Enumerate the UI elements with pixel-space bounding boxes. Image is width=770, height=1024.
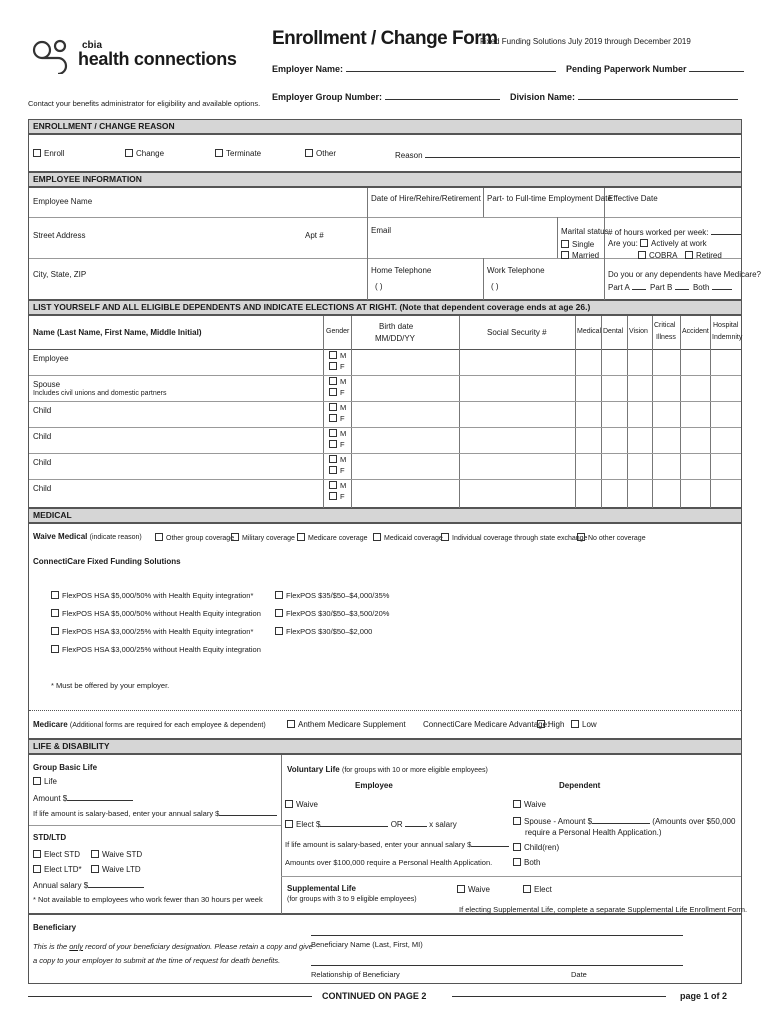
- dependent-row-label: Child: [33, 458, 52, 467]
- pending-paperwork-row: [566, 62, 744, 74]
- std-ltd-title: STD/LTD: [33, 833, 67, 842]
- gender-female-label: F: [340, 440, 345, 449]
- employee-name-label: Employee Name: [33, 197, 93, 206]
- employer-name-row: [272, 62, 556, 74]
- col-dental: Dental: [603, 328, 624, 335]
- waive-opt-medicaid[interactable]: [373, 533, 443, 542]
- waive-ltd-option[interactable]: [91, 865, 141, 874]
- medicare-coverage-checkbox[interactable]: [297, 533, 305, 541]
- amount-label: Amount $: [33, 794, 68, 803]
- spouse-note-2: require a Personal Health Application.): [525, 828, 662, 837]
- individual-label: Individual coverage through state exchange: [452, 535, 588, 542]
- beneficiary-note-1: [33, 942, 313, 951]
- gender-male-option[interactable]: [329, 351, 346, 360]
- supp-elect-checkbox[interactable]: [523, 885, 531, 893]
- retired-label: Retired: [696, 251, 722, 260]
- vol-elect-row: [285, 819, 457, 829]
- voluntary-row: [287, 765, 488, 774]
- medical-footnote: * Must be offered by your employer.: [51, 681, 170, 690]
- gender-male-label: M: [340, 351, 347, 360]
- medical-section-header: MEDICAL: [28, 508, 742, 523]
- gender-male-checkbox[interactable]: [329, 377, 337, 385]
- gender-male-checkbox[interactable]: [329, 403, 337, 411]
- vol-waive-label: Waive: [296, 800, 318, 809]
- medicare-question: Do you or any dependents have Medicare?: [608, 270, 761, 279]
- col-critical: Critical: [654, 322, 676, 329]
- salary-input[interactable]: [219, 808, 277, 816]
- supplemental-note: (for groups with 3 to 9 eligible employees): [287, 896, 417, 903]
- city-label: City, State, ZIP: [33, 270, 87, 279]
- hire-date-label: Date of Hire/Rehire/Retirement: [371, 194, 481, 203]
- amount-row: [33, 793, 133, 803]
- vol-elect-checkbox[interactable]: [285, 820, 293, 828]
- beneficiary-title: Beneficiary: [33, 923, 77, 932]
- logo-icon: [28, 36, 72, 74]
- plan-label: FlexPOS HSA $5,000/50% without Health Equity integration: [62, 609, 261, 618]
- both-input[interactable]: [712, 282, 732, 290]
- waive-medical-row: [33, 532, 142, 541]
- annual-salary-row: [33, 880, 144, 890]
- form-title: Enrollment / Change Form: [272, 28, 498, 49]
- gender-male-label: M: [340, 455, 347, 464]
- ben-note-post: record of your beneficiary designation. Please retain a copy and give: [83, 942, 313, 951]
- plan-option[interactable]: [51, 609, 261, 618]
- plan-checkbox[interactable]: [275, 591, 283, 599]
- plan-checkbox[interactable]: [51, 627, 59, 635]
- vol-waive-checkbox[interactable]: [285, 800, 293, 808]
- plan-label: FlexPOS HSA $3,000/25% without Health Equity integration: [62, 645, 261, 654]
- supp-waive-checkbox[interactable]: [457, 885, 465, 893]
- gender-male-option[interactable]: [329, 377, 346, 386]
- medicare-row: [33, 720, 266, 729]
- vol-salary-input[interactable]: [471, 839, 509, 847]
- supp-waive-label: Waive: [468, 885, 490, 894]
- vol-elect-label: Elect $: [296, 820, 321, 829]
- advantage-label: ConnectiCare Medicare Advantage:: [423, 720, 550, 729]
- part-b-input[interactable]: [675, 282, 689, 290]
- gender-female-label: F: [340, 388, 345, 397]
- reason-terminate[interactable]: [215, 149, 261, 158]
- other-checkbox[interactable]: [305, 149, 313, 157]
- dependent-row-label: Spouse: [33, 380, 61, 389]
- beneficiary-note-2: a copy to your employer to submit at the time of request for death benefits.: [33, 956, 281, 965]
- elect-ltd-option[interactable]: [33, 865, 82, 874]
- vol-xsalary-input[interactable]: [405, 819, 427, 827]
- anthem-label: Anthem Medicare Supplement: [298, 720, 406, 729]
- plan-checkbox[interactable]: [275, 609, 283, 617]
- spouse-note-1: (Amounts over $50,000: [652, 817, 736, 826]
- ben-note-only: only: [69, 942, 84, 951]
- col-medical: Medical: [577, 328, 602, 335]
- pending-paperwork-input[interactable]: [689, 62, 744, 72]
- hours-label: # of hours worked per week:: [608, 228, 709, 237]
- waive-ltd-label: Waive LTD: [102, 865, 141, 874]
- ben-relationship-label: Relationship of Beneficiary: [311, 970, 400, 979]
- col-birth: Birth date: [379, 322, 414, 331]
- military-label: Military coverage: [242, 535, 295, 542]
- division-name-input[interactable]: [578, 90, 738, 100]
- medicare-parts-row: [608, 282, 732, 292]
- medicare-label: Medicare: [33, 720, 68, 729]
- vol-amount-note: Amounts over $100,000 require a Personal Health Application.: [285, 858, 493, 867]
- salary-note: If life amount is salary-based, enter your annual salary $: [33, 809, 220, 818]
- waive-opt-military[interactable]: [231, 533, 295, 542]
- dependent-row-label: Child: [33, 432, 52, 441]
- gender-female-label: F: [340, 492, 345, 501]
- logo-small-text: cbia: [82, 40, 103, 51]
- other-group-checkbox[interactable]: [155, 533, 163, 541]
- spouse-checkbox[interactable]: [513, 817, 521, 825]
- life-label: Life: [44, 777, 57, 786]
- gender-female-checkbox[interactable]: [329, 466, 337, 474]
- plan-option[interactable]: [51, 591, 253, 600]
- plan-option[interactable]: [275, 609, 389, 618]
- plan-option[interactable]: [51, 627, 253, 636]
- gender-male-label: M: [340, 481, 347, 490]
- waive-std-label: Waive STD: [102, 850, 143, 859]
- terminate-checkbox[interactable]: [215, 149, 223, 157]
- life-option[interactable]: [33, 777, 57, 786]
- gender-female-checkbox[interactable]: [329, 440, 337, 448]
- military-checkbox[interactable]: [231, 533, 239, 541]
- footer-line-left: [28, 996, 312, 997]
- marital-status-label: Marital status: [561, 227, 609, 236]
- elect-std-checkbox[interactable]: [33, 850, 41, 858]
- other-label: Other: [316, 149, 337, 158]
- logo: [28, 36, 243, 76]
- reason-label: Reason: [395, 151, 423, 160]
- col-hospital: Hospital: [713, 322, 739, 329]
- no-other-checkbox[interactable]: [577, 533, 585, 541]
- waive-medical-label: Waive Medical: [33, 532, 88, 541]
- waive-ltd-checkbox[interactable]: [91, 865, 99, 873]
- gender-female-option[interactable]: [329, 466, 345, 475]
- pending-paperwork-label: Pending Paperwork Number: [566, 64, 687, 74]
- employee-section: [28, 187, 761, 300]
- single-checkbox[interactable]: [561, 240, 569, 248]
- gender-female-checkbox[interactable]: [329, 362, 337, 370]
- single-option[interactable]: [561, 240, 594, 249]
- spouse-amount-label: Spouse - Amount $: [524, 817, 593, 826]
- waive-opt-medicare[interactable]: [297, 533, 368, 542]
- ltd-note: * Not available to employees who work fewer than 30 hours per week: [33, 895, 263, 904]
- col-ssn: Social Security #: [487, 328, 547, 337]
- ben-note-pre: This is the: [33, 942, 70, 951]
- anthem-checkbox[interactable]: [287, 720, 295, 728]
- no-other-label: No other coverage: [588, 535, 646, 542]
- plan-checkbox[interactable]: [51, 609, 59, 617]
- employer-group-row: [272, 90, 500, 102]
- low-option[interactable]: [571, 720, 597, 729]
- gender-male-label: M: [340, 403, 347, 412]
- employer-group-label: Employer Group Number:: [272, 92, 383, 102]
- effective-date-label: Effective Date: [608, 194, 658, 203]
- employer-name-label: Employer Name:: [272, 64, 344, 74]
- other-group-label: Other group coverage: [166, 535, 235, 542]
- both-label: Both: [692, 283, 710, 292]
- indicate-reason: (indicate reason): [89, 534, 142, 541]
- supp-elect-label: Elect: [534, 885, 552, 894]
- continued-label: CONTINUED ON PAGE 2: [322, 991, 427, 1001]
- gender-female-checkbox[interactable]: [329, 414, 337, 422]
- cobra-checkbox[interactable]: [638, 251, 646, 259]
- form-subtitle: Fixed Funding Solutions July 2019 through December 2019: [480, 37, 691, 46]
- vol-or-label: OR: [390, 820, 403, 829]
- dependent-row-label: Employee: [33, 354, 69, 363]
- gender-male-checkbox[interactable]: [329, 429, 337, 437]
- supp-waive-option[interactable]: [457, 885, 490, 894]
- low-label: Low: [582, 720, 597, 729]
- gender-female-checkbox[interactable]: [329, 492, 337, 500]
- change-checkbox[interactable]: [125, 149, 133, 157]
- work-tel-label: Work Telephone: [487, 266, 545, 275]
- ben-name-label: Beneficiary Name (Last, First, MI): [311, 940, 423, 949]
- gender-male-checkbox[interactable]: [329, 351, 337, 359]
- single-label: Single: [572, 240, 595, 249]
- actively-checkbox[interactable]: [640, 239, 648, 247]
- contact-note: Contact your benefits administrator for eligibility and available options.: [28, 99, 261, 108]
- dependent-row-sublabel: Includes civil unions and domestic partners: [33, 390, 167, 397]
- reason-section-header: ENROLLMENT / CHANGE REASON: [28, 119, 742, 134]
- plan-label: FlexPOS HSA $5,000/50% with Health Equity integration*: [62, 591, 254, 600]
- vol-waive-option[interactable]: [285, 800, 318, 809]
- waive-std-checkbox[interactable]: [91, 850, 99, 858]
- annual-salary-input[interactable]: [88, 880, 144, 888]
- supp-form-note: If electing Supplemental Life, complete a separate Supplemental Life Enrollment Form.: [459, 905, 748, 914]
- plan-label: FlexPOS $30/$50–$3,500/20%: [286, 609, 390, 618]
- gender-female-option[interactable]: [329, 440, 345, 449]
- part-b-label: Part B: [650, 283, 673, 292]
- gender-female-option[interactable]: [329, 388, 345, 397]
- vol-dependent-heading: Dependent: [559, 781, 601, 790]
- gender-male-option[interactable]: [329, 481, 346, 490]
- work-tel-paren[interactable]: ( ): [491, 282, 499, 291]
- gender-female-checkbox[interactable]: [329, 388, 337, 396]
- col-accident: Accident: [682, 328, 709, 335]
- are-you-label: Are you:: [608, 239, 638, 248]
- married-checkbox[interactable]: [561, 251, 569, 259]
- plan-option[interactable]: [275, 591, 389, 600]
- supp-elect-option[interactable]: [523, 885, 552, 894]
- dependents-table: [28, 315, 742, 508]
- street-label: Street Address: [33, 231, 86, 240]
- plan-checkbox[interactable]: [275, 627, 283, 635]
- ben-name-line[interactable]: [311, 935, 683, 936]
- spouse-amount-input[interactable]: [592, 816, 650, 824]
- col-gender: Gender: [326, 328, 350, 335]
- plan-label: FlexPOS HSA $3,000/25% with Health Equity integration*: [62, 627, 254, 636]
- waive-opt-individual[interactable]: [441, 533, 587, 542]
- amount-input[interactable]: [67, 793, 133, 801]
- gender-male-label: M: [340, 429, 347, 438]
- both-checkbox[interactable]: [513, 858, 521, 866]
- elect-ltd-label: Elect LTD*: [44, 865, 82, 874]
- gender-male-checkbox[interactable]: [329, 455, 337, 463]
- dependent-row-label: Child: [33, 484, 52, 493]
- married-label: Married: [572, 251, 600, 260]
- salary-row: [33, 808, 277, 818]
- gender-female-label: F: [340, 362, 345, 371]
- medicare-note: (Additional forms are required for each employee & dependent): [69, 722, 266, 729]
- home-tel-label: Home Telephone: [371, 266, 432, 275]
- group-basic-life-title: Group Basic Life: [33, 763, 98, 772]
- medicaid-checkbox[interactable]: [373, 533, 381, 541]
- annual-salary-label: Annual salary $: [33, 881, 89, 890]
- home-tel-paren[interactable]: ( ): [375, 282, 383, 291]
- dep-waive-label: Waive: [524, 800, 546, 809]
- vol-xsalary-label: x salary: [429, 820, 457, 829]
- are-you-row: [608, 239, 707, 248]
- plan-option[interactable]: [275, 627, 372, 636]
- individual-checkbox[interactable]: [441, 533, 449, 541]
- hours-input[interactable]: [711, 227, 741, 235]
- spouse-amount-row: [513, 816, 735, 826]
- pt-ft-label: Part- to Full-time Employment Date: [487, 194, 612, 203]
- voluntary-note: (for groups with 10 or more eligible employees): [341, 767, 488, 774]
- col-birth-format: MM/DD/YY: [375, 334, 415, 343]
- elect-std-option[interactable]: [33, 850, 80, 859]
- division-name-label: Division Name:: [510, 92, 576, 102]
- elect-std-label: Elect STD: [44, 850, 81, 859]
- plan-label: FlexPOS $30/$50–$2,000: [286, 627, 373, 636]
- page-number: page 1 of 2: [680, 991, 728, 1001]
- gender-female-option[interactable]: [329, 362, 345, 371]
- gender-male-checkbox[interactable]: [329, 481, 337, 489]
- vol-elect-input[interactable]: [320, 819, 388, 827]
- ben-relationship-line[interactable]: [311, 965, 683, 966]
- voluntary-title: Voluntary Life: [287, 765, 340, 774]
- change-label: Change: [136, 149, 165, 158]
- employer-name-input[interactable]: [346, 62, 556, 72]
- enroll-label: Enroll: [44, 149, 65, 158]
- email-label: Email: [371, 226, 392, 235]
- reason-section: [28, 134, 742, 172]
- col-illness: Illness: [656, 334, 676, 341]
- beneficiary-section: [28, 914, 742, 984]
- part-a-input[interactable]: [632, 282, 646, 290]
- reason-enroll[interactable]: [33, 149, 64, 158]
- anthem-option[interactable]: [287, 720, 406, 729]
- enroll-checkbox[interactable]: [33, 149, 41, 157]
- retired-option[interactable]: [685, 251, 722, 260]
- gender-female-option[interactable]: [329, 492, 345, 501]
- waive-opt-other-group[interactable]: [155, 533, 234, 542]
- life-section-header: LIFE & DISABILITY: [28, 739, 742, 754]
- married-option[interactable]: [561, 251, 599, 260]
- footer-line-right: [452, 996, 666, 997]
- dependents-section-header: LIST YOURSELF AND ALL ELIGIBLE DEPENDENTS AND INDICATE ELECTIONS AT RIGHT. (Note that dependent coverage ends at age 26.): [28, 300, 742, 315]
- reason-other[interactable]: [305, 149, 336, 158]
- part-a-label: Part A: [608, 283, 630, 292]
- children-option[interactable]: [513, 843, 559, 852]
- dependent-row-label: Child: [33, 406, 52, 415]
- gender-female-label: F: [340, 466, 345, 475]
- hours-row: [608, 227, 741, 237]
- plan-option[interactable]: [51, 645, 261, 654]
- employee-section-header: EMPLOYEE INFORMATION: [28, 172, 742, 187]
- vol-employee-heading: Employee: [355, 781, 393, 790]
- gender-male-option[interactable]: [329, 403, 346, 412]
- waive-opt-none[interactable]: [577, 533, 646, 542]
- connecticare-heading: ConnectiCare Fixed Funding Solutions: [33, 557, 181, 566]
- elect-ltd-checkbox[interactable]: [33, 865, 41, 873]
- cobra-label: COBRA: [649, 251, 678, 260]
- reason-text-row: [395, 149, 740, 160]
- employer-group-input[interactable]: [385, 90, 500, 100]
- cobra-option[interactable]: [638, 251, 677, 260]
- medicare-coverage-label: Medicare coverage: [308, 535, 368, 542]
- children-label: Child(ren): [524, 843, 560, 852]
- reason-input[interactable]: [425, 149, 740, 158]
- medicaid-label: Medicaid coverage: [384, 535, 443, 542]
- vol-salary-note: If life amount is salary-based, enter your annual salary $: [285, 840, 472, 849]
- retired-checkbox[interactable]: [685, 251, 693, 259]
- col-name: Name (Last Name, First Name, Middle Initial): [33, 328, 202, 337]
- high-option[interactable]: [537, 720, 564, 729]
- dep-waive-checkbox[interactable]: [513, 800, 521, 808]
- plan-label: FlexPOS $35/$50–$4,000/35%: [286, 591, 390, 600]
- children-checkbox[interactable]: [513, 843, 521, 851]
- both-option-label: Both: [524, 858, 541, 867]
- gender-male-option[interactable]: [329, 429, 346, 438]
- actively-label: Actively at work: [651, 239, 707, 248]
- waive-std-option[interactable]: [91, 850, 142, 859]
- gender-male-option[interactable]: [329, 455, 346, 464]
- supplemental-title: Supplemental Life: [287, 884, 356, 893]
- logo-main-text: health connections: [78, 49, 237, 69]
- gender-male-label: M: [340, 377, 347, 386]
- gender-female-option[interactable]: [329, 414, 345, 423]
- both-option[interactable]: [513, 858, 540, 867]
- vol-salary-row: [285, 839, 509, 849]
- life-section: [28, 754, 748, 914]
- ben-date-label: Date: [571, 970, 587, 979]
- high-label: High: [548, 720, 565, 729]
- dep-waive-option[interactable]: [513, 800, 546, 809]
- high-checkbox[interactable]: [537, 720, 545, 728]
- life-checkbox[interactable]: [33, 777, 41, 785]
- col-indemnity: Indemnity: [712, 334, 743, 341]
- apt-label: Apt #: [305, 231, 324, 240]
- gender-female-label: F: [340, 414, 345, 423]
- medical-section: [28, 523, 742, 739]
- reason-change[interactable]: [125, 149, 164, 158]
- plan-checkbox[interactable]: [51, 645, 59, 653]
- division-name-row: [510, 90, 738, 102]
- low-checkbox[interactable]: [571, 720, 579, 728]
- plan-checkbox[interactable]: [51, 591, 59, 599]
- terminate-label: Terminate: [226, 149, 262, 158]
- col-vision: Vision: [629, 328, 648, 335]
